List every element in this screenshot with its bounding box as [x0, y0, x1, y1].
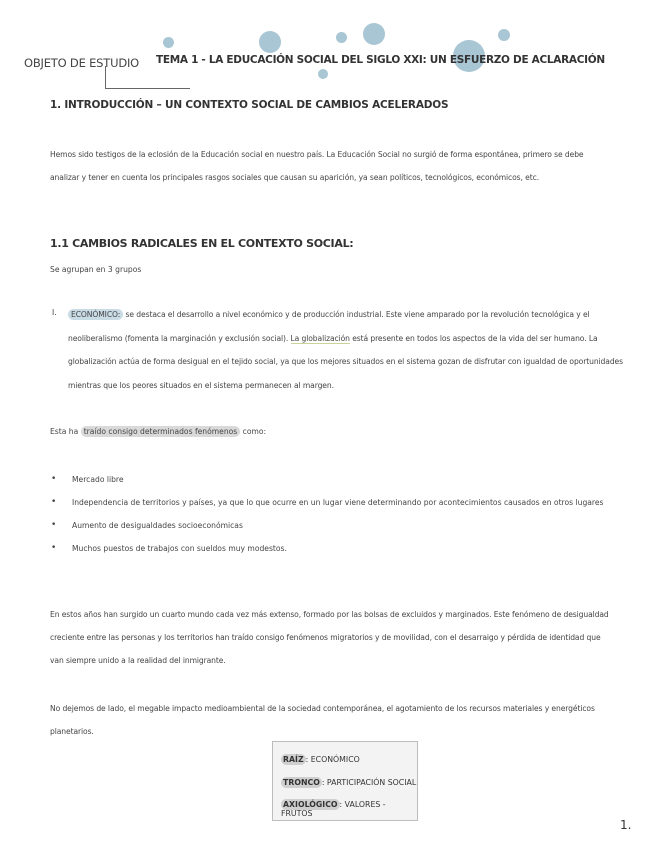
summary-key: TRONCO — [283, 778, 320, 787]
summary-row — [281, 755, 360, 764]
summary-box — [272, 741, 418, 821]
effects-intro — [50, 427, 266, 436]
fourth-world-paragraph: En estos años han surgido un cuarto mundo cada vez más extenso, formado por las bolsas de excluidos y marginados. Este fenómeno de desigualdad creciente entre las personas y los territorios han traído consigo fenómenos migratorios y de movilidad, con el desarraigo y pérdida de identidad que van siempre unido a la realidad del inmigrante. — [50, 610, 609, 665]
subject-label: OBJETO DE ESTUDIO — [24, 56, 140, 70]
intro-paragraph: Hemos sido testigos de la eclosión de la Educación social en nuestro país. La Educación Social no surgió de forma espontánea, primero se debe analizar y tener en cuenta los principales rasgos sociales que causan su aparición, ya sean políticos, tecnológicos, económicos, etc. — [50, 150, 584, 182]
item-text: se destaca el desarrollo a nivel económico y de producción industrial. Este viene amparado por la revolución tecnológica y el neoliberalismo (fomenta la marginación y exclusión social). — [68, 310, 590, 343]
summary-value: : ECONÓMICO — [305, 755, 360, 764]
summary-key: RAÍZ — [283, 755, 304, 764]
intro-heading: 1. INTRODUCCIÓN – UN CONTEXTO SOCIAL DE CAMBIOS ACELERADOS — [50, 99, 449, 111]
list-item: • Muchos puestos de trabajos con sueldos muy modestos. — [50, 537, 620, 560]
page-number: 1. — [620, 818, 632, 832]
economic-item — [68, 303, 628, 397]
decorative-dot — [318, 69, 328, 79]
decorative-dot — [259, 31, 281, 53]
decorative-dot — [498, 29, 510, 41]
summary-key: AXIOLÓGICO — [283, 800, 338, 809]
summary-value: : PARTICIPACIÓN SOCIAL — [321, 778, 417, 787]
item-text: está presente en todos los aspectos de la vida del ser humano. La globalización actúa de forma desigual en el tejido social, ya que los mejores situados en el sistema gozan de disfrutar con igualdad de oportunidades mientras que los peores situados en el sistema permanecen al margen. — [68, 333, 623, 390]
decorative-dot — [336, 32, 347, 43]
summary-row — [281, 778, 416, 787]
effects-list — [50, 468, 620, 560]
section-subtitle: Se agrupan en 3 grupos — [50, 265, 142, 274]
list-item: • Mercado libre — [50, 468, 620, 491]
list-item: • Aumento de desigualdades socioeconómicas — [50, 514, 620, 537]
item-number: I. — [52, 308, 57, 317]
summary-row — [281, 800, 417, 818]
bracket-divider — [105, 88, 190, 89]
list-item: • Independencia de territorios y países, ya que lo que ocurre en un lugar viene determinando por acontecimientos causados en otros lugares — [50, 491, 620, 514]
section-heading: 1.1 CAMBIOS RADICALES EN EL CONTEXTO SOCIAL: — [50, 237, 354, 250]
effects-prefix: Esta ha — [50, 427, 81, 436]
effects-suffix: como: — [240, 427, 267, 436]
bracket-divider — [105, 66, 106, 88]
environment-paragraph: No dejemos de lado, el megable impacto medioambiental de la sociedad contemporánea, el agotamiento de los recursos materiales y energéticos planetarios. — [50, 704, 595, 736]
decorative-dot — [163, 37, 174, 48]
effects-highlight: traído consigo determinados fenómenos — [81, 426, 241, 437]
summary-value: : VALORES - FRUTOS — [281, 800, 386, 818]
item-text-underlined: La globalización — [290, 333, 350, 343]
page-title: TEMA 1 - LA EDUCACIÓN SOCIAL DEL SIGLO XXI: UN ESFUERZO DE ACLARACIÓN — [156, 54, 605, 66]
keyword-highlight: ECONÓMICO: — [68, 309, 123, 320]
decorative-dot — [363, 23, 385, 45]
